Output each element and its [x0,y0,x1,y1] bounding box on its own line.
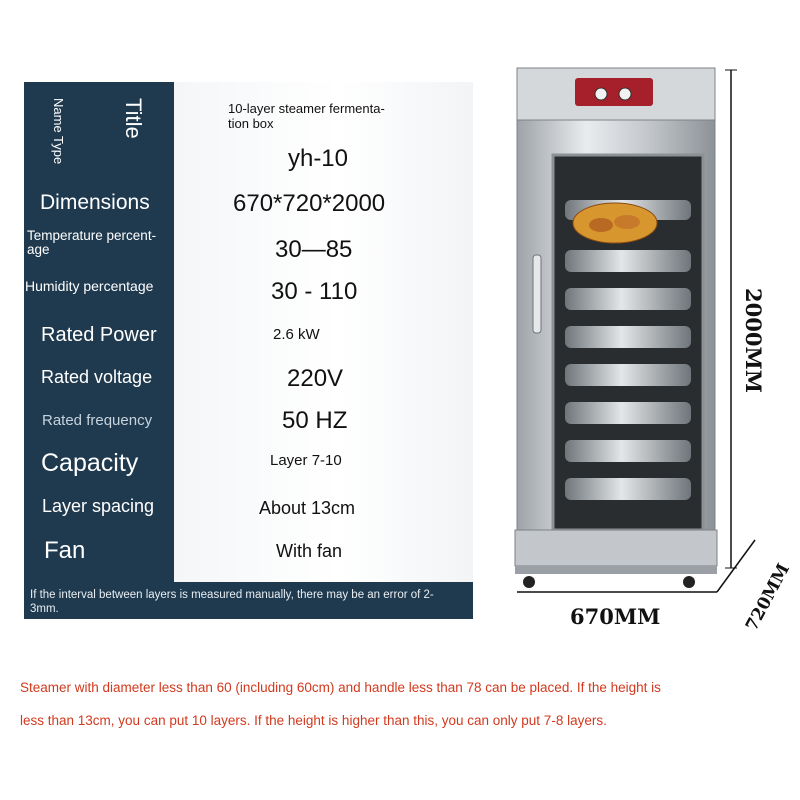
caster-right [683,576,695,588]
temperature-knob-icon [595,88,607,100]
layer-spacing-label: Layer spacing [42,496,155,516]
depth-label: 720MM [742,560,794,635]
timer-knob-icon [619,88,631,100]
layer-spacing-value: About 13cm [259,498,356,518]
title-value: 10-layer steamer fermenta- tion box [228,101,385,131]
dimensions-label: Dimensions [40,191,150,214]
footer-line-1: Steamer with diameter less than 60 (including 60cm) and handle less than 78 can be placed. If the height is [20,680,661,695]
rated-power-label: Rated Power [41,324,157,346]
temperature-label: Temperature percent- age [27,228,157,257]
title-label: Title [121,98,146,139]
measurement-note: If the interval between layers is measured manually, there may be an error of 2-3mm. [30,589,434,615]
footer-line-2: less than 13cm, you can put 10 layers. If the height is higher than this, you can only put 7-8 layers. [20,713,607,728]
name-type-label: Name Type [51,98,66,165]
humidity-value: 30 - 110 [271,278,358,305]
caster-left [523,576,535,588]
width-label: 670MM [570,604,661,629]
control-badge [575,78,653,106]
dimensions-value: 670*720*2000 [233,190,386,217]
rated-frequency-label: Rated frequency [42,412,153,429]
rated-voltage-label: Rated voltage [41,367,153,387]
model-value: yh-10 [287,145,349,172]
door-handle [533,255,541,333]
fan-label: Fan [44,537,86,564]
depth-dimension-line [717,540,755,592]
capacity-value: Layer 7-10 [270,452,342,469]
fan-value: With fan [276,541,343,561]
rated-power-value: 2.6 kW [273,326,320,343]
rated-voltage-value: 220V [287,365,344,392]
rated-frequency-value: 50 HZ [282,407,348,434]
humidity-label: Humidity percentage [25,278,154,294]
height-label: 2000MM [741,288,766,393]
cabinet-base [515,530,717,566]
capacity-label: Capacity [41,449,139,477]
temperature-value: 30—85 [275,236,353,263]
